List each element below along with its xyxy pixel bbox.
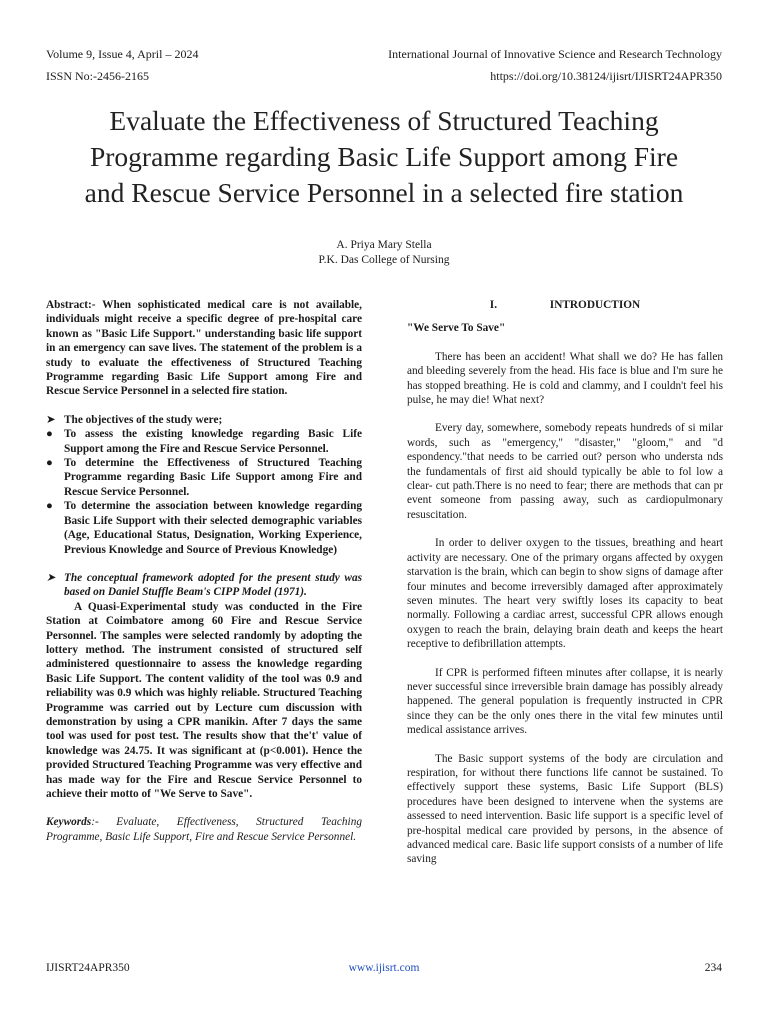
title-line: Evaluate the Effectiveness of Structured Teaching bbox=[109, 105, 659, 136]
title-line: Programme regarding Basic Life Support among Fire bbox=[89, 141, 679, 172]
arrow-bullet-icon: ➤ bbox=[46, 413, 56, 426]
motto: "We Serve To Save" bbox=[407, 322, 506, 335]
method-text: A Quasi-Experimental study was conducted in the Fire Station at Coimbatore among 60 Fire and Rescue Service Personnel. The samples were selected randomly by adopting the lottery method. The instrument consisted of structured self administered questionnaire to assess the knowledge regarding Basic Life Support. The content validity of the tool was 0.9 and reliability was 0.9 which was highly reliable. Structured Teaching Programme was carried out by Lecture cum discussion with demonstration by using a CPR manikin. After 7 days the same tool was used for post test. The results show that the't' value of knowledge was 24.75. It was significant at (p<0.001). Hence the provided Structured Teaching Programme was very effective and has made way for the Fire and Rescue Service Personnel to achieve their motto of "We Serve to Save". bbox=[46, 600, 362, 800]
objectives-list bbox=[46, 413, 362, 557]
objective-item: ● To determine the Effectiveness of Structured Teaching Programme regarding Basic Life Support among Fire and Rescue Service Personnel. bbox=[46, 457, 362, 498]
bullet-icon: ● bbox=[46, 457, 53, 470]
arrow-bullet-icon: ➤ bbox=[46, 571, 56, 584]
section-heading: I. INTRODUCTION bbox=[489, 299, 641, 311]
intro-paragraph: If CPR is performed fifteen minutes after collapse, it is nearly never successful since irreversible brain damage has possibly already happened. The general population is frequently instructed in CPR since they can be the only ones there in the vital few minutes until medical assistance arrives. bbox=[407, 666, 723, 737]
bullet-icon: ● bbox=[46, 500, 53, 513]
title-line: and Rescue Service Personnel in a selected fire station bbox=[84, 177, 684, 208]
journal-name: International Journal of Innovative Science and Research Technology bbox=[388, 47, 722, 61]
abstract-column bbox=[46, 298, 362, 844]
framework-statement: ➤ The conceptual framework adopted for the present study was based on Daniel Stuffle Beam's CIPP Model (1971). bbox=[46, 571, 362, 599]
author-block bbox=[0, 238, 768, 268]
volume-info: Volume 9, Issue 4, April – 2024 bbox=[46, 47, 199, 61]
issn: ISSN No:-2456-2165 bbox=[46, 69, 150, 83]
author-name: A. Priya Mary Stella bbox=[336, 239, 432, 251]
objective-item: ● To assess the existing knowledge regarding Basic Life Support among the Fire and Rescue Service Personnel. bbox=[46, 428, 362, 455]
intro-paragraph: The Basic support systems of the body are circulation and respiration, for without there functions life cannot be sustained. To effectively support these systems, Basic Life Support (BLS) procedures have been designed to intervene when the systems are assessed to need intervention. Basic life support is a specific level of pre-hospital medical care provided by persons, in the absence of advanced medical care. Basic life support consists of a number of life saving bbox=[407, 752, 723, 866]
doi-link[interactable]: https://doi.org/10.38124/ijisrt/IJISRT24APR350 bbox=[490, 69, 722, 83]
objective-item: ● To determine the association between knowledge regarding Basic Life Support with their selected demographic variables (Age, Educational Status, Designation, Working Experience, Previous Knowledge and Source of Previous Knowledge) bbox=[46, 500, 362, 556]
intro-paragraph: In order to deliver oxygen to the tissues, breathing and heart activity are necessary. One of the primary organs affected by oxygen starvation is the brain, which can begin to show signs of damage after four minutes and become irreversibly damaged after approximately seven minutes. The heart very swiftly loses its capacity to beat normally. Following a cardiac arrest, successful CPR allows enough oxygen to reach the brain, delaying brain death and keeps the heart receptive to defibrillation attempts. bbox=[407, 537, 723, 651]
footer-code: IJISRT24APR350 bbox=[46, 962, 130, 974]
author-affiliation: P.K. Das College of Nursing bbox=[318, 254, 450, 266]
objectives-heading: ➤ The objectives of the study were; bbox=[46, 413, 223, 426]
abstract-text: Abstract:- When sophisticated medical care is not available, individuals might receive a specific degree of pre-hospital care known as "Basic Life Support." understanding basic life support in an emergency can save lives. The statement of the problem is a study to evaluate the effectiveness of Structured Teaching Programme regarding Basic Life Support among Fire and Rescue Service Personnel in a selected fire station. bbox=[46, 299, 362, 398]
introduction-column bbox=[407, 298, 723, 867]
intro-paragraph: Every day, somewhere, somebody repeats hundreds of si milar words, such as "emergency," "disaster," "gloom," and "d espondency."that needs to be carried out? person who understa nds the fundamentals of first aid should typically be able to fol low a clear- cut path.There is no need to fear; there are methods that can pr event someone from passing away, such as cardiopulmonary resuscitation. bbox=[407, 422, 723, 521]
bullet-icon: ● bbox=[46, 428, 53, 441]
paper-title bbox=[30, 103, 738, 211]
intro-paragraph: There has been an accident! What shall we do? He has fallen and bleeding severely from the head. His face is blue and I'm sure he has stopped breathing. He is cold and clammy, and I couldn't feel his pulse, he may die! What next? bbox=[407, 350, 723, 407]
keywords: Keywords:- Evaluate, Effectiveness, Structured Teaching Programme, Basic Life Support, Fire and Rescue Service Personnel. bbox=[46, 816, 362, 843]
footer-site-link[interactable]: www.ijisrt.com bbox=[348, 962, 420, 974]
page-number: 234 bbox=[704, 962, 722, 974]
